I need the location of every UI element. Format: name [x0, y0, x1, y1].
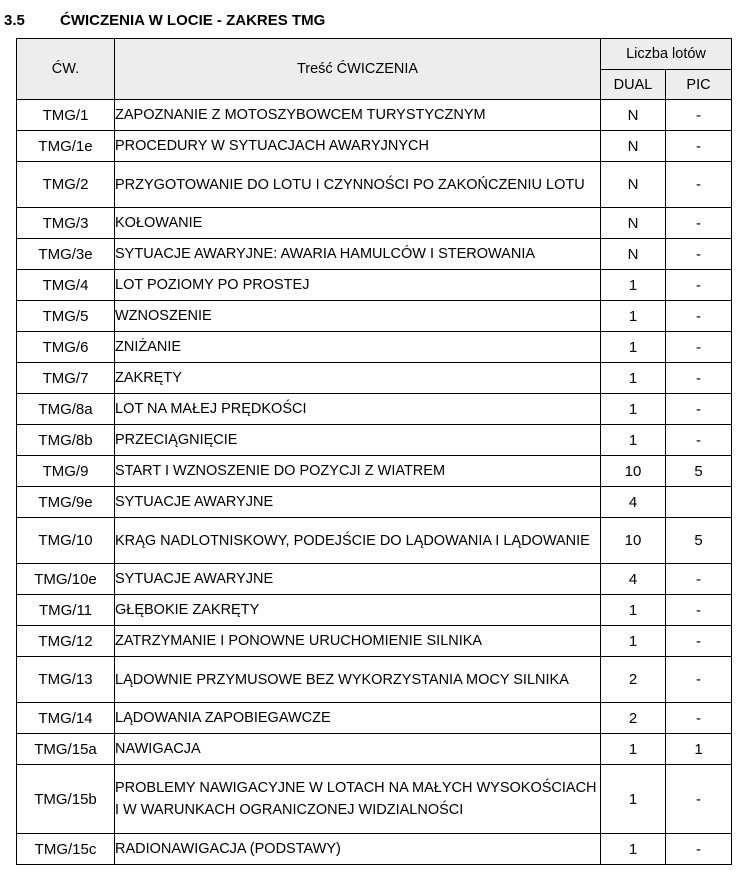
dual-count: N: [601, 239, 666, 270]
exercise-code: TMG/10: [17, 518, 115, 564]
dual-count: 10: [601, 456, 666, 487]
pic-count: -: [666, 208, 732, 239]
exercise-code: TMG/2: [17, 162, 115, 208]
dual-count: 1: [601, 765, 666, 834]
table-row: [17, 734, 732, 765]
table-row: [17, 425, 732, 456]
table-row: [17, 657, 732, 703]
exercise-description: LĄDOWANIA ZAPOBIEGAWCZE: [115, 703, 601, 734]
dual-count: 1: [601, 734, 666, 765]
exercise-code: TMG/11: [17, 595, 115, 626]
pic-count: -: [666, 363, 732, 394]
dual-count: 1: [601, 301, 666, 332]
exercise-description: START I WZNOSZENIE DO POZYCJI Z WIATREM: [115, 456, 601, 487]
pic-count: -: [666, 425, 732, 456]
table-row: [17, 703, 732, 734]
table-row: [17, 595, 732, 626]
dual-count: 1: [601, 270, 666, 301]
table-row: [17, 487, 732, 518]
dual-count: 1: [601, 626, 666, 657]
exercise-description: PROBLEMY NAWIGACYJNE W LOTACH NA MAŁYCH WYSOKOŚCIACH I W WARUNKACH OGRANICZONEJ WIDZIALNOŚCI: [115, 765, 601, 834]
exercise-code: TMG/9: [17, 456, 115, 487]
table-row: [17, 100, 732, 131]
dual-count: 4: [601, 564, 666, 595]
exercise-description: SYTUACJE AWARYJNE: AWARIA HAMULCÓW I STEROWANIA: [115, 239, 601, 270]
exercise-code: TMG/7: [17, 363, 115, 394]
table-row: [17, 834, 732, 865]
pic-count: -: [666, 657, 732, 703]
table-row: [17, 332, 732, 363]
header-dual: DUAL: [601, 70, 666, 100]
exercise-code: TMG/10e: [17, 564, 115, 595]
dual-count: N: [601, 131, 666, 162]
exercise-description: SYTUACJE AWARYJNE: [115, 564, 601, 595]
exercise-code: TMG/4: [17, 270, 115, 301]
table-row: [17, 564, 732, 595]
pic-count: -: [666, 162, 732, 208]
exercise-code: TMG/15c: [17, 834, 115, 865]
exercise-code: TMG/5: [17, 301, 115, 332]
pic-count: 1: [666, 734, 732, 765]
exercise-code: TMG/13: [17, 657, 115, 703]
exercise-description: PROCEDURY W SYTUACJACH AWARYJNYCH: [115, 131, 601, 162]
section-heading: [4, 12, 325, 29]
dual-count: 1: [601, 332, 666, 363]
header-flights: Liczba lotów: [601, 39, 732, 70]
header-exercise: ĆW.: [17, 39, 115, 100]
pic-count: -: [666, 595, 732, 626]
dual-count: 10: [601, 518, 666, 564]
exercise-description: SYTUACJE AWARYJNE: [115, 487, 601, 518]
pic-count: 5: [666, 456, 732, 487]
dual-count: 4: [601, 487, 666, 518]
pic-count: -: [666, 301, 732, 332]
table-body: [17, 100, 732, 865]
exercise-code: TMG/12: [17, 626, 115, 657]
table-row: [17, 131, 732, 162]
pic-count: -: [666, 131, 732, 162]
exercise-code: TMG/3e: [17, 239, 115, 270]
pic-count: -: [666, 703, 732, 734]
section-title: ĆWICZENIA W LOCIE - ZAKRES TMG: [60, 12, 326, 29]
pic-count: -: [666, 626, 732, 657]
exercise-description: LOT NA MAŁEJ PRĘDKOŚCI: [115, 394, 601, 425]
table-row: [17, 363, 732, 394]
pic-count: -: [666, 834, 732, 865]
table-row: [17, 518, 732, 564]
exercise-description: ZAKRĘTY: [115, 363, 601, 394]
exercise-code: TMG/8a: [17, 394, 115, 425]
exercise-description: LOT POZIOMY PO PROSTEJ: [115, 270, 601, 301]
pic-count: -: [666, 564, 732, 595]
dual-count: N: [601, 100, 666, 131]
table-row: [17, 270, 732, 301]
exercise-description: PRZYGOTOWANIE DO LOTU I CZYNNOŚCI PO ZAKOŃCZENIU LOTU: [115, 162, 601, 208]
pic-count: 5: [666, 518, 732, 564]
pic-count: -: [666, 239, 732, 270]
header-pic: PIC: [666, 70, 732, 100]
exercise-code: TMG/1: [17, 100, 115, 131]
exercise-description: ZAPOZNANIE Z MOTOSZYBOWCEM TURYSTYCZNYM: [115, 100, 601, 131]
exercise-description: KOŁOWANIE: [115, 208, 601, 239]
dual-count: 1: [601, 595, 666, 626]
pic-count: -: [666, 270, 732, 301]
table-row: [17, 301, 732, 332]
dual-count: 1: [601, 425, 666, 456]
exercise-code: TMG/6: [17, 332, 115, 363]
exercise-code: TMG/15b: [17, 765, 115, 834]
dual-count: 2: [601, 657, 666, 703]
table-row: [17, 394, 732, 425]
exercise-table: [16, 38, 732, 865]
pic-count: -: [666, 100, 732, 131]
exercise-code: TMG/3: [17, 208, 115, 239]
exercise-code: TMG/1e: [17, 131, 115, 162]
exercise-description: RADIONAWIGACJA (PODSTAWY): [115, 834, 601, 865]
exercise-description: GŁĘBOKIE ZAKRĘTY: [115, 595, 601, 626]
exercise-code: TMG/8b: [17, 425, 115, 456]
exercise-code: TMG/14: [17, 703, 115, 734]
section-number: 3.5: [4, 12, 25, 29]
table-row: [17, 239, 732, 270]
exercise-description: ZATRZYMANIE I PONOWNE URUCHOMIENIE SILNIKA: [115, 626, 601, 657]
table-row: [17, 626, 732, 657]
table-row: [17, 162, 732, 208]
exercise-description: NAWIGACJA: [115, 734, 601, 765]
dual-count: 1: [601, 394, 666, 425]
exercise-description: PRZECIĄGNIĘCIE: [115, 425, 601, 456]
header-content: Treść ĆWICZENIA: [115, 39, 601, 100]
exercise-description: ZNIŻANIE: [115, 332, 601, 363]
exercise-description: LĄDOWNIE PRZYMUSOWE BEZ WYKORZYSTANIA MOCY SILNIKA: [115, 657, 601, 703]
exercise-code: TMG/9e: [17, 487, 115, 518]
dual-count: 1: [601, 363, 666, 394]
pic-count: [666, 487, 732, 518]
dual-count: 2: [601, 703, 666, 734]
pic-count: -: [666, 332, 732, 363]
table-row: [17, 208, 732, 239]
table-row: [17, 456, 732, 487]
dual-count: N: [601, 208, 666, 239]
dual-count: 1: [601, 834, 666, 865]
dual-count: N: [601, 162, 666, 208]
pic-count: -: [666, 394, 732, 425]
table-row: [17, 765, 732, 834]
exercise-description: KRĄG NADLOTNISKOWY, PODEJŚCIE DO LĄDOWANIA I LĄDOWANIE: [115, 518, 601, 564]
exercise-code: TMG/15a: [17, 734, 115, 765]
exercise-description: WZNOSZENIE: [115, 301, 601, 332]
pic-count: -: [666, 765, 732, 834]
